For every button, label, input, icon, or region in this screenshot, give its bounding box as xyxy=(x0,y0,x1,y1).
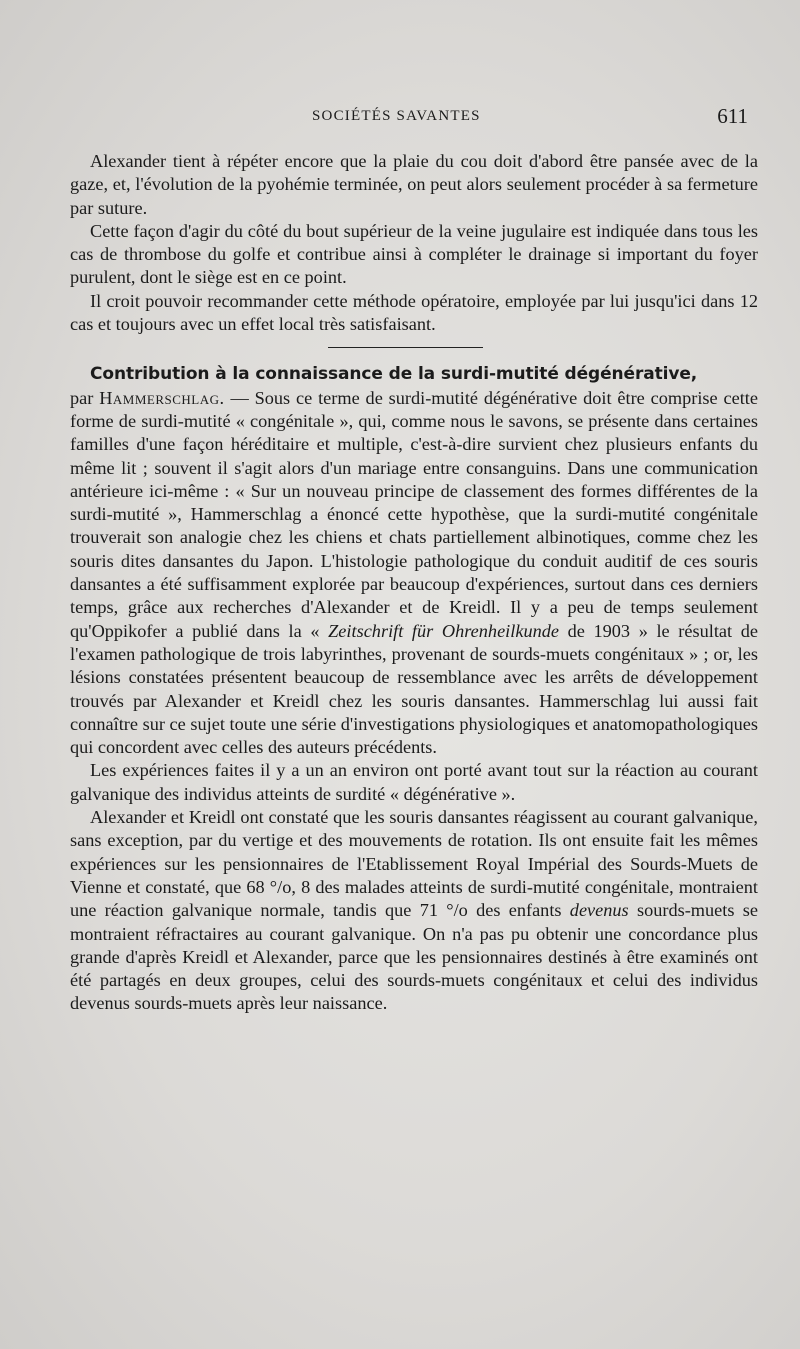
article-author: Hammerschlag. xyxy=(99,387,225,408)
article-text: de 1903 » le résultat de l'examen pathologique de trois labyrinthes, provenant de sourds-muets congénitaux » ; or, les lésions constatées présentent beaucoup de ressemblance avec les arrêts de développement trouvés par Alexander et Kreidl chez les souris dansantes. Hammerschlag lui aussi fait connaître sur ce sujet toute une série d'investigations physiologiques et anatomopathologiques qui concordent avec celles des auteurs précédents. xyxy=(70,620,758,758)
article-paragraph xyxy=(70,362,758,759)
paragraph: Les expériences faites il y a un an environ ont porté avant tout sur la réaction au courant galvanique des individus atteints de surdité « dégénérative ». xyxy=(70,760,758,804)
article-title: Contribution à la connaissance de la surdi-mutité dégénérative, xyxy=(90,364,698,385)
page-number: 611 xyxy=(717,104,748,128)
paragraph: Il croit pouvoir recommander cette méthode opératoire, employée par lui jusqu'ici dans 12 cas et toujours avec un effet local très satisfaisant. xyxy=(70,290,758,335)
article-text: — Sous ce terme de surdi-mutité dégénérative doit être comprise cette forme de surdi-mutité « congénitale », qui, comme nous le savons, se présente dans certaines familles d'une façon héréditaire et multiple, c'est-à-dire survient chez plusieurs enfants du même lit ; souvent il s'agit alors d'un mariage entre consanguins. Dans une communication antérieure ici-même : « Sur un nouveau principe de classement des formes différentes de la surdi-mutité », Hammerschlag a énoncé cette hypothèse, que la surdi-mutité congénitale trouverait son analogie chez les chiens et chats partiellement albinotiques, comme chez les souris dites dansantes du Japon. L'histologie pathologique du conduit auditif de ces souris dansantes a été suffisamment explorée par beaucoup d'expériences, surtout dans ces derniers temps, grâce aux recherches d'Alexander et de Kreidl. Il y a peu de temps seulement qu'Oppikofer a publié dans la « xyxy=(70,387,758,641)
article-by: par xyxy=(70,387,100,408)
paragraph: Alexander tient à répéter encore que la plaie du cou doit d'abord être pansée avec de la gaze, et, l'évolution de la pyohémie terminée, on peut alors seulement procéder à sa fermeture par suture. xyxy=(70,151,758,218)
paragraph-text: Alexander et Kreidl ont constaté que les souris dansantes réagissent au courant galvanique, sans exception, par du vertige et des mouvements de rotation. Ils ont ensuite fait les mêmes expériences sur les pensionnaires de l'Etablissement Royal Impérial des Sourds-Muets de Vienne et constaté, que 68 °/o, 8 des malades atteints de surdi-mutité congénitale, montraient une réaction galvanique normale, tandis que 71 °/o des enfants xyxy=(70,807,758,921)
journal-name: Zeitschrift für Ohrenheilkunde xyxy=(328,620,559,641)
page-header xyxy=(90,104,760,134)
page-body xyxy=(70,150,758,1016)
paragraph xyxy=(70,806,758,1016)
emphasis: devenus xyxy=(569,900,629,921)
running-title: SOCIÉTÉS SAVANTES xyxy=(312,108,481,124)
section-divider xyxy=(328,347,483,348)
paragraph-text: sourds-muets se montraient réfractaires au courant galvanique. On n'a pas pu obtenir une concordance plus grande d'après Kreidl et Alexander, parce que les pensionnaires destinés à être examinés ont été partagés en deux groupes, celui des sourds-muets congénitaux et celui des individus devenus sourds-muets après leur naissance. xyxy=(70,900,758,1014)
paragraph: Cette façon d'agir du côté du bout supérieur de la veine jugulaire est indiquée dans tous les cas de thrombose du golfe et contribue ainsi à compléter le drainage si important du foyer purulent, dont le siège est en ce point. xyxy=(70,220,758,288)
